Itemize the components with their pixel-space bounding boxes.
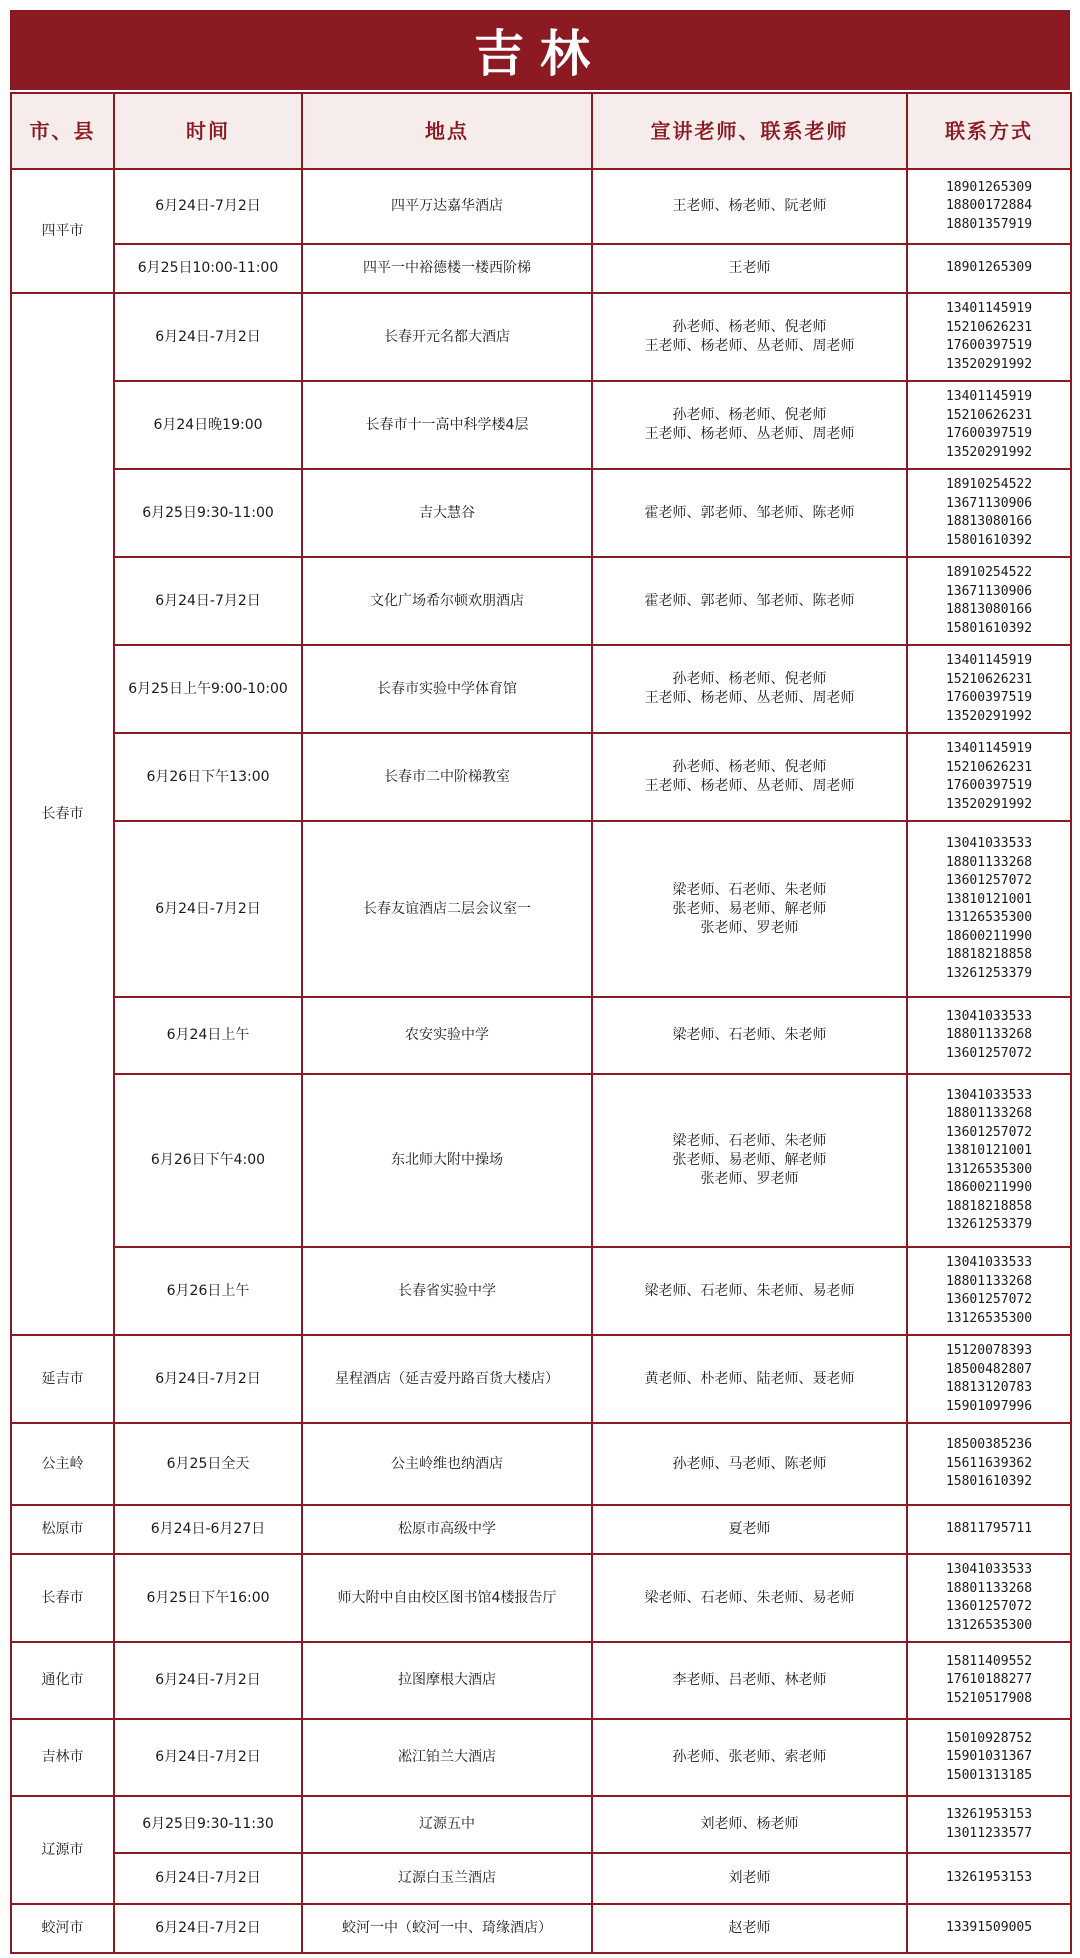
phone-number: 15611639362 <box>945 1455 1033 1471</box>
place-cell: 长春友谊酒店二层会议室一 <box>302 821 592 997</box>
place-cell: 公主岭维也纳酒店 <box>302 1423 592 1505</box>
phone-number: 13126535300 <box>945 1161 1033 1177</box>
table-row <box>11 1247 1071 1335</box>
phone-number: 18801357919 <box>945 216 1033 232</box>
teacher-line: 梁老师、石老师、朱老师、易老师 <box>644 1589 855 1606</box>
phones-cell <box>907 1796 1071 1853</box>
table-row <box>11 1853 1071 1904</box>
table-row <box>11 244 1071 293</box>
table-row <box>11 1074 1071 1247</box>
phone-number: 17600397519 <box>945 338 1033 353</box>
phone-number: 13810121001 <box>945 1143 1033 1158</box>
time-cell: 6月25日9:30-11:00 <box>114 469 302 557</box>
place-cell: 四平一中裕德楼一楼西阶梯 <box>302 244 592 293</box>
phone-number: 13261253379 <box>945 1217 1033 1232</box>
teachers-cell <box>592 821 907 997</box>
phone-number: 15901097996 <box>945 1398 1033 1414</box>
teacher-line: 黄老师、朴老师、陆老师、聂老师 <box>644 1370 855 1387</box>
teacher-line: 孙老师、杨老师、倪老师 <box>672 319 827 335</box>
teacher-line: 刘老师、杨老师 <box>700 1816 799 1832</box>
teacher-line: 王老师、杨老师、丛老师、周老师 <box>644 690 855 706</box>
teacher-line: 张老师、罗老师 <box>700 1171 799 1187</box>
time-cell: 6月24日-7月2日 <box>114 557 302 645</box>
phones-cell <box>907 293 1071 381</box>
phone-number: 13601257072 <box>945 1599 1033 1614</box>
table-row <box>11 557 1071 645</box>
table-row <box>11 1904 1071 1953</box>
teacher-line: 张老师、罗老师 <box>700 919 799 936</box>
phone-number: 18500385236 <box>945 1437 1033 1453</box>
city-cell: 长春市 <box>11 293 114 1335</box>
page-title: 吉林 <box>474 24 606 83</box>
phones-cell <box>907 733 1071 821</box>
city-cell: 延吉市 <box>11 1335 114 1423</box>
teacher-line: 刘老师 <box>728 1870 771 1886</box>
table-row <box>11 293 1071 381</box>
phone-number: 17600397519 <box>945 426 1033 441</box>
teacher-line: 孙老师、杨老师、倪老师 <box>672 671 827 687</box>
header-time: 时间 <box>114 93 302 169</box>
phones-cell <box>907 1505 1071 1554</box>
phone-number: 18801133268 <box>945 1106 1033 1121</box>
time-cell: 6月24日-6月27日 <box>114 1505 302 1554</box>
teachers-cell <box>592 645 907 733</box>
place-cell: 凇江铂兰大酒店 <box>302 1719 592 1796</box>
phone-number: 13671130906 <box>945 495 1033 511</box>
place-cell: 松原市高级中学 <box>302 1505 592 1554</box>
city-cell: 长春市 <box>11 1554 114 1642</box>
phone-number: 18600211990 <box>945 928 1033 944</box>
phone-number: 13041033533 <box>945 1562 1033 1577</box>
phone-number: 15210517908 <box>945 1690 1033 1706</box>
phones-cell <box>907 1904 1071 1953</box>
header-row <box>11 93 1071 169</box>
time-cell: 6月24日上午 <box>114 997 302 1074</box>
phone-number: 18801133268 <box>945 1273 1033 1289</box>
phone-number: 15010928752 <box>945 1730 1033 1746</box>
teacher-line: 赵老师 <box>728 1920 771 1936</box>
teacher-line: 霍老师、郭老师、邹老师、陈老师 <box>644 504 855 521</box>
phone-number: 15001313185 <box>945 1767 1033 1783</box>
place-cell: 星程酒店（延吉爱丹路百货大楼店） <box>302 1335 592 1423</box>
phones-cell <box>907 997 1071 1074</box>
phone-number: 13601257072 <box>945 1292 1033 1307</box>
phone-number: 13126535300 <box>945 1310 1033 1326</box>
time-cell: 6月25日下午16:00 <box>114 1554 302 1642</box>
time-cell: 6月26日下午4:00 <box>114 1074 302 1247</box>
phone-number: 15120078393 <box>945 1343 1033 1358</box>
phone-number: 13041033533 <box>945 1255 1033 1270</box>
phones-cell <box>907 1642 1071 1719</box>
phone-number: 13261253379 <box>945 965 1033 981</box>
phones-cell <box>907 1074 1071 1247</box>
phones-cell <box>907 1554 1071 1642</box>
phone-number: 13261953153 <box>945 1807 1033 1822</box>
phone-number: 18813080166 <box>945 602 1033 617</box>
phones-cell <box>907 1719 1071 1796</box>
teachers-cell <box>592 381 907 469</box>
place-cell: 东北师大附中操场 <box>302 1074 592 1247</box>
phone-number: 18801133268 <box>945 854 1033 870</box>
time-cell: 6月24日-7月2日 <box>114 821 302 997</box>
table-row <box>11 381 1071 469</box>
phone-number: 15210626231 <box>945 671 1033 687</box>
teacher-line: 孙老师、杨老师、倪老师 <box>672 407 827 423</box>
place-cell: 农安实验中学 <box>302 997 592 1074</box>
teacher-line: 梁老师、石老师、朱老师、易老师 <box>644 1282 855 1299</box>
table-row <box>11 1505 1071 1554</box>
teachers-cell <box>592 1074 907 1247</box>
time-cell: 6月24日-7月2日 <box>114 1904 302 1953</box>
phone-number: 15210626231 <box>945 319 1033 335</box>
teacher-line: 张老师、易老师、解老师 <box>672 1152 827 1168</box>
teacher-line: 孙老师、张老师、索老师 <box>672 1749 827 1765</box>
phone-number: 13601257072 <box>945 1124 1033 1140</box>
time-cell: 6月24日-7月2日 <box>114 293 302 381</box>
teachers-cell <box>592 1719 907 1796</box>
place-cell: 蛟河一中（蛟河一中、琦缘酒店） <box>302 1904 592 1953</box>
table-row <box>11 1423 1071 1505</box>
teachers-cell <box>592 1796 907 1853</box>
phones-cell <box>907 1423 1071 1505</box>
phone-number: 18801133268 <box>945 1027 1033 1043</box>
teacher-line: 夏老师 <box>728 1521 771 1537</box>
phones-cell <box>907 1247 1071 1335</box>
teacher-line: 梁老师、石老师、朱老师 <box>672 1027 827 1043</box>
phone-number: 15210626231 <box>945 407 1033 423</box>
place-cell: 辽源白玉兰酒店 <box>302 1853 592 1904</box>
phone-number: 13810121001 <box>945 891 1033 907</box>
teacher-line: 霍老师、郭老师、邹老师、陈老师 <box>644 592 855 609</box>
header-city: 市、县 <box>11 93 114 169</box>
time-cell: 6月24日晚19:00 <box>114 381 302 469</box>
teachers-cell <box>592 1853 907 1904</box>
phones-cell <box>907 1853 1071 1904</box>
phone-number: 13041033533 <box>945 1087 1033 1103</box>
place-cell: 拉图摩根大酒店 <box>302 1642 592 1719</box>
phones-cell <box>907 381 1071 469</box>
phone-number: 18910254522 <box>945 477 1033 492</box>
teacher-line: 王老师、杨老师、阮老师 <box>672 198 827 214</box>
teacher-line: 王老师、杨老师、丛老师、周老师 <box>644 778 855 794</box>
teachers-cell <box>592 169 907 244</box>
teacher-line: 孙老师、杨老师、倪老师 <box>672 759 827 775</box>
time-cell: 6月25日全天 <box>114 1423 302 1505</box>
place-cell: 长春省实验中学 <box>302 1247 592 1335</box>
header-place: 地点 <box>302 93 592 169</box>
teacher-line: 梁老师、石老师、朱老师 <box>672 881 827 898</box>
phone-number: 13401145919 <box>945 301 1033 316</box>
phones-cell <box>907 1335 1071 1423</box>
schedule-body <box>11 169 1071 1953</box>
teacher-line: 王老师 <box>728 260 771 276</box>
phone-number: 18818218858 <box>945 1198 1033 1214</box>
phone-number: 13011233577 <box>945 1825 1033 1841</box>
place-cell: 长春市二中阶梯教室 <box>302 733 592 821</box>
phone-number: 13520291992 <box>945 796 1033 812</box>
phone-number: 18811795711 <box>945 1521 1033 1537</box>
phone-number: 13401145919 <box>945 389 1033 404</box>
phone-number: 13401145919 <box>945 653 1033 668</box>
teachers-cell <box>592 1642 907 1719</box>
teacher-line: 王老师、杨老师、丛老师、周老师 <box>644 338 855 354</box>
teacher-line: 王老师、杨老师、丛老师、周老师 <box>644 426 855 442</box>
time-cell: 6月25日10:00-11:00 <box>114 244 302 293</box>
city-cell: 四平市 <box>11 169 114 293</box>
time-cell: 6月24日-7月2日 <box>114 1719 302 1796</box>
place-cell: 文化广场希尔顿欢朋酒店 <box>302 557 592 645</box>
teachers-cell <box>592 1554 907 1642</box>
teachers-cell <box>592 733 907 821</box>
teacher-line: 李老师、吕老师、林老师 <box>672 1672 827 1688</box>
table-row <box>11 997 1071 1074</box>
time-cell: 6月25日9:30-11:30 <box>114 1796 302 1853</box>
phone-number: 17610188277 <box>945 1672 1033 1688</box>
phones-cell <box>907 469 1071 557</box>
phone-number: 13401145919 <box>945 741 1033 756</box>
phone-number: 18813120783 <box>945 1380 1033 1395</box>
teachers-cell <box>592 469 907 557</box>
place-cell: 长春市实验中学体育馆 <box>302 645 592 733</box>
phone-number: 18600211990 <box>945 1180 1033 1195</box>
city-cell: 辽源市 <box>11 1796 114 1904</box>
time-cell: 6月26日上午 <box>114 1247 302 1335</box>
teachers-cell <box>592 1904 907 1953</box>
teacher-line: 张老师、易老师、解老师 <box>672 900 827 917</box>
phone-number: 13126535300 <box>945 1617 1033 1633</box>
teacher-line: 孙老师、马老师、陈老师 <box>672 1455 827 1472</box>
table-row <box>11 1335 1071 1423</box>
phone-number: 18813080166 <box>945 514 1033 529</box>
phones-cell <box>907 645 1071 733</box>
phone-number: 13391509005 <box>945 1920 1033 1936</box>
city-cell: 通化市 <box>11 1642 114 1719</box>
phone-number: 17600397519 <box>945 778 1033 793</box>
table-row <box>11 169 1071 244</box>
phone-number: 18500482807 <box>945 1361 1033 1377</box>
table-row <box>11 1554 1071 1642</box>
place-cell: 辽源五中 <box>302 1796 592 1853</box>
phone-number: 13520291992 <box>945 708 1033 724</box>
table-row <box>11 469 1071 557</box>
phones-cell <box>907 557 1071 645</box>
phone-number: 18901265309 <box>945 260 1033 276</box>
header-contact: 联系方式 <box>907 93 1071 169</box>
city-cell: 公主岭 <box>11 1423 114 1505</box>
teachers-cell <box>592 1505 907 1554</box>
place-cell: 长春市十一高中科学楼4层 <box>302 381 592 469</box>
phone-number: 17600397519 <box>945 690 1033 705</box>
time-cell: 6月24日-7月2日 <box>114 1335 302 1423</box>
city-cell: 蛟河市 <box>11 1904 114 1953</box>
city-cell: 松原市 <box>11 1505 114 1554</box>
table-row <box>11 821 1071 997</box>
phone-number: 13520291992 <box>945 356 1033 372</box>
table-row <box>11 1796 1071 1853</box>
teachers-cell <box>592 293 907 381</box>
table-row <box>11 1642 1071 1719</box>
phone-number: 18800172884 <box>945 198 1033 214</box>
phone-number: 13261953153 <box>945 1870 1033 1886</box>
phone-number: 13601257072 <box>945 873 1033 888</box>
place-cell: 长春开元名都大酒店 <box>302 293 592 381</box>
teachers-cell <box>592 997 907 1074</box>
teachers-cell <box>592 1335 907 1423</box>
table-row <box>11 1719 1071 1796</box>
phone-number: 13041033533 <box>945 836 1033 851</box>
phone-number: 15801610392 <box>945 1474 1033 1490</box>
teacher-line: 梁老师、石老师、朱老师 <box>672 1133 827 1149</box>
table-row <box>11 733 1071 821</box>
schedule-table <box>10 92 1072 1954</box>
phones-cell <box>907 244 1071 293</box>
phone-number: 13671130906 <box>945 583 1033 599</box>
phone-number: 18818218858 <box>945 947 1033 962</box>
time-cell: 6月25日上午9:00-10:00 <box>114 645 302 733</box>
table-row <box>11 645 1071 733</box>
phone-number: 15801610392 <box>945 532 1033 548</box>
teachers-cell <box>592 557 907 645</box>
phone-number: 13601257072 <box>945 1045 1033 1061</box>
place-cell: 师大附中自由校区图书馆4楼报告厅 <box>302 1554 592 1642</box>
phone-number: 18801133268 <box>945 1580 1033 1596</box>
time-cell: 6月24日-7月2日 <box>114 1853 302 1904</box>
time-cell: 6月24日-7月2日 <box>114 1642 302 1719</box>
time-cell: 6月26日下午13:00 <box>114 733 302 821</box>
phone-number: 15901031367 <box>945 1749 1033 1765</box>
phones-cell <box>907 821 1071 997</box>
phone-number: 13126535300 <box>945 910 1033 925</box>
time-cell: 6月24日-7月2日 <box>114 169 302 244</box>
phone-number: 18910254522 <box>945 565 1033 580</box>
phone-number: 13520291992 <box>945 444 1033 460</box>
teachers-cell <box>592 1247 907 1335</box>
place-cell: 四平万达嘉华酒店 <box>302 169 592 244</box>
city-cell: 吉林市 <box>11 1719 114 1796</box>
phone-number: 18901265309 <box>945 179 1033 195</box>
phone-number: 15811409552 <box>945 1653 1033 1669</box>
title-banner <box>10 10 1070 90</box>
teachers-cell <box>592 1423 907 1505</box>
phones-cell <box>907 169 1071 244</box>
phone-number: 13041033533 <box>945 1008 1033 1024</box>
header-teachers: 宣讲老师、联系老师 <box>592 93 907 169</box>
phone-number: 15210626231 <box>945 759 1033 775</box>
place-cell: 吉大慧谷 <box>302 469 592 557</box>
phone-number: 15801610392 <box>945 620 1033 636</box>
teachers-cell <box>592 244 907 293</box>
